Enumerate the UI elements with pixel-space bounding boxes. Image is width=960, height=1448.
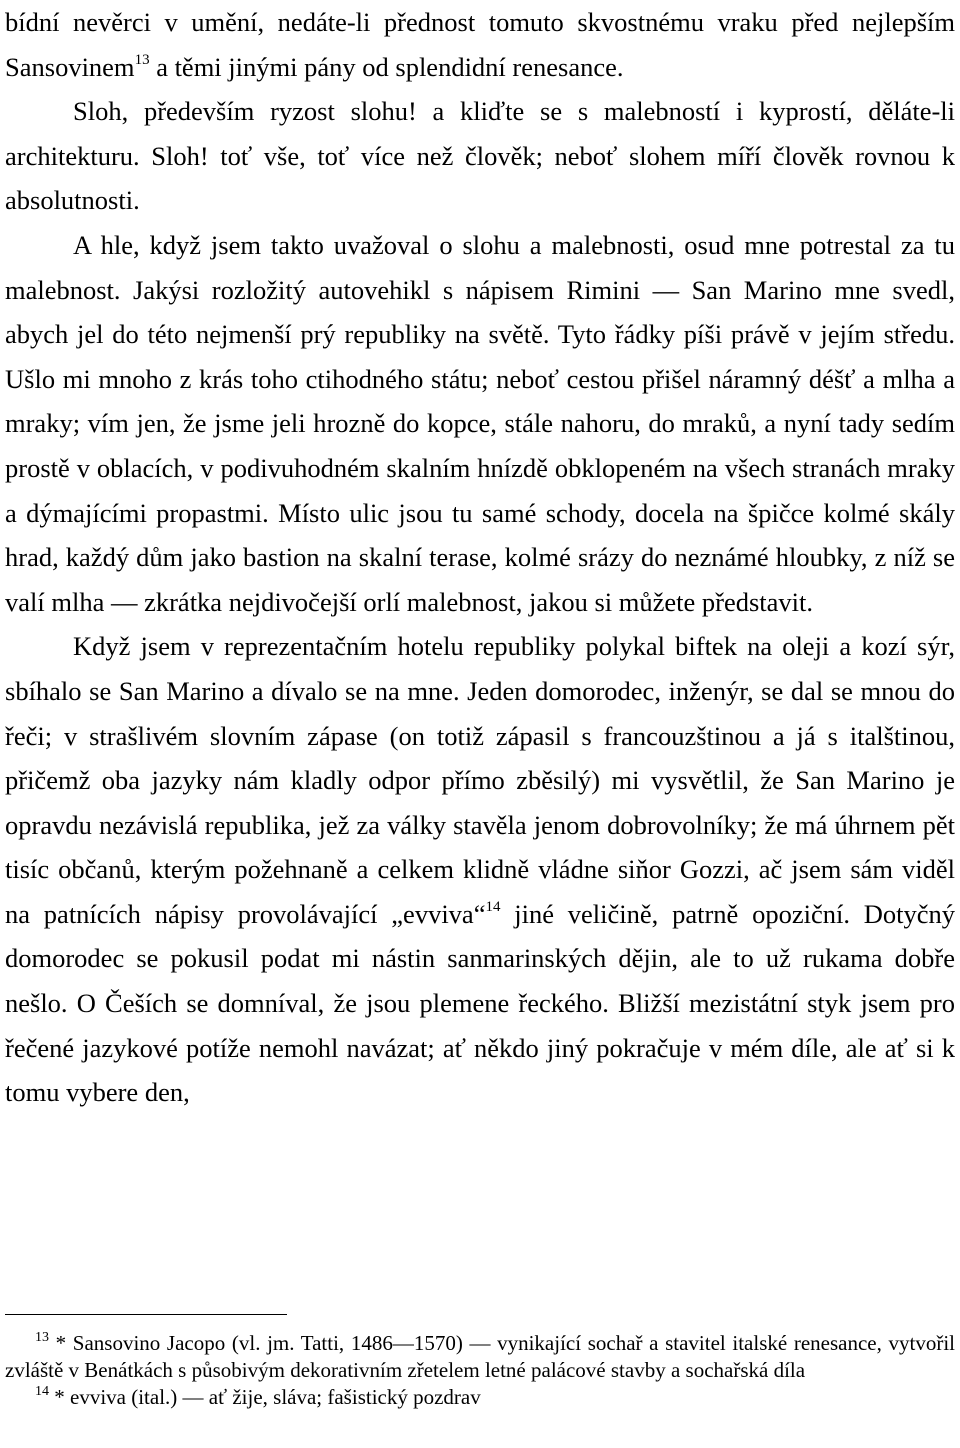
paragraph-4-text-a: Když jsem v reprezentačním hotelu republiky polykal biftek na oleji a kozí sýr, sbíhalo se San Marino a dívalo se na mne. Jeden domorodec, inženýr, se dal se mnou do řeči; v strašlivém slovním zápase (on totiž zápasil s francouzštinou a já s italštinou, přičemž oba jazyky nám kladly odpor přímo zběsilý) mi vysvětlil, že San Marino je opravdu nezávislá republika, jež za války stavěla jenom dobrovolníky; že má úhrnem pět tisíc občanů, kterým požehnaně a celkem klidně vládne siňor Gozzi, ač jsem sám viděl na patnících nápisy provolávající „evviva“ xyxy=(5,631,955,929)
footnote-number-13: 13 xyxy=(35,1330,49,1345)
footnote-number-14: 14 xyxy=(35,1384,49,1399)
footnote-text-13: * Sansovino Jacopo (vl. jm. Tatti, 1486—1570) — vynikající sochař a stavitel italské renesance, vytvořil zvláště v Benátkách s působivým dekorativním zřetelem letné palácové stavby a sochařská díla xyxy=(5,1331,955,1382)
paragraph-3: A hle, když jsem takto uvažoval o slohu a malebnosti, osud mne potrestal za tu malebnost. Jakýsi rozložitý autovehikl s nápisem Rimini — San Marino mne svedl, abych jel do této nejmenší prý republiky na světě. Tyto řádky píši právě v jejím středu. Ušlo mi mnoho z krás toho ctihodného státu; neboť cestou přišel náramný déšť a mlha a mraky; vím jen, že jsme jeli hrozně do kopce, stále nahoru, do mraků, a nyní tady sedím prostě v oblacích, v podivuhodném skalním hnízdě obklopeném na všech stranách mraky a dýmajícími propastmi. Místo ulic jsou tu samé schody, docela na špičce kolmé skály hrad, každý dům jako bastion na skalní terase, kolmé srázy do neznámé hloubky, z níž se valí mlha — zkrátka nejdivočejší orlí malebnost, jakou si můžete představit. xyxy=(5,229,955,617)
footnote-separator xyxy=(5,1314,287,1315)
footnote-ref-13[interactable]: 13 xyxy=(134,51,150,68)
footnote-14 xyxy=(5,1384,955,1411)
footnote-text-14: * evviva (ital.) — ať žije, sláva; fašistický pozdrav xyxy=(49,1385,481,1409)
footnote-13 xyxy=(5,1330,955,1384)
footnotes xyxy=(5,1330,955,1411)
footnote-ref-14[interactable]: 14 xyxy=(485,898,501,915)
paragraph-2: Sloh, především ryzost slohu! a kliďte se s malebností i kyprostí, děláte-li architekturu. Sloh! toť vše, toť více než člověk; neboť slohem míří člověk rovnou k absolutnosti. xyxy=(5,96,955,216)
page-body xyxy=(5,0,955,1115)
paragraph-1-text-b: a těmi jinými pány od splendidní renesance. xyxy=(149,51,624,82)
main-text xyxy=(5,0,955,1115)
paragraph-1 xyxy=(5,0,955,89)
paragraph-4 xyxy=(5,624,955,1115)
paragraph-4-text-b: jiné veličině, patrně opoziční. Dotyčný domorodec se pokusil podat mi nástin sanmarinských dějin, ale to už rukama dobře nešlo. O Češích se domníval, že jsou plemene řeckého. Bližší mezistátní styk jsem pro řečené jazykové potíže nemohl navázat; ať někdo jiný pokračuje v mém díle, ale ať si k tomu vybere den, xyxy=(5,898,956,1108)
paragraph-1-text-a: bídní nevěrci v umění, nedáte-li přednost tomuto skvostnému vraku před nejlepším Sansovinem xyxy=(5,7,955,82)
